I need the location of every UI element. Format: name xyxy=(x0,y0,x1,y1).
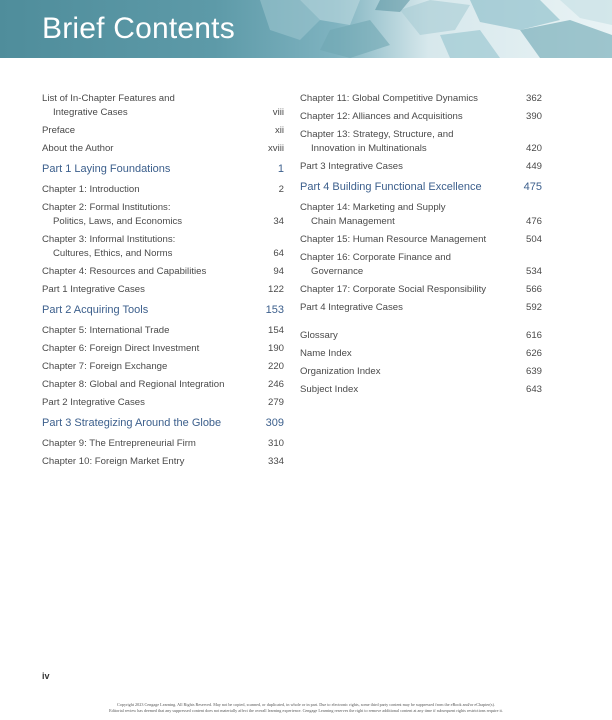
entry-page-number: 475 xyxy=(523,181,542,193)
entry-page-number: 1 xyxy=(277,163,284,175)
part-heading-entry xyxy=(300,180,542,195)
entry-page-number: 153 xyxy=(265,304,284,316)
entry-title: Chapter 1: Introduction xyxy=(42,184,140,195)
entry-page-number: 64 xyxy=(273,248,284,259)
entry-title: Glossary xyxy=(300,330,338,341)
entry-title: Chapter 7: Foreign Exchange xyxy=(42,361,168,372)
toc-entry xyxy=(42,378,284,392)
entry-title: Part 1 Laying Foundations xyxy=(42,163,171,175)
part-heading-entry xyxy=(42,303,284,318)
toc-entry xyxy=(300,201,542,229)
entry-title-continuation: Cultures, Ethics, and Norms xyxy=(53,248,173,259)
entry-title: Chapter 2: Formal Institutions: xyxy=(42,202,171,213)
toc-entry xyxy=(42,142,284,156)
entry-title: Part 4 Integrative Cases xyxy=(300,302,403,313)
entry-title: Chapter 4: Resources and Capabilities xyxy=(42,266,207,277)
toc-entry xyxy=(300,347,542,361)
entry-page-number: 504 xyxy=(525,234,542,245)
entry-title: Chapter 6: Foreign Direct Investment xyxy=(42,343,200,354)
contents-right-column xyxy=(300,92,542,401)
entry-title: Chapter 12: Alliances and Acquisitions xyxy=(300,111,463,122)
toc-entry xyxy=(42,183,284,197)
entry-page-number: xviii xyxy=(268,143,284,154)
entry-page-number: 154 xyxy=(267,325,284,336)
toc-entry xyxy=(42,324,284,338)
entry-title: Chapter 11: Global Competitive Dynamics xyxy=(300,93,478,104)
toc-entry xyxy=(42,342,284,356)
toc-entry xyxy=(42,455,284,469)
toc-entry xyxy=(300,251,542,279)
section-spacer xyxy=(300,319,542,329)
toc-entry xyxy=(42,92,284,120)
entry-page-number: 534 xyxy=(525,266,542,277)
entry-title: Chapter 3: Informal Institutions: xyxy=(42,234,176,245)
entry-page-number: 220 xyxy=(267,361,284,372)
entry-title: List of In-Chapter Features and xyxy=(42,93,175,104)
part-heading-entry xyxy=(42,162,284,177)
entry-title: Part 2 Acquiring Tools xyxy=(42,304,149,316)
entry-page-number: 334 xyxy=(267,456,284,467)
entry-title: Chapter 9: The Entrepreneurial Firm xyxy=(42,438,196,449)
entry-title: Preface xyxy=(42,125,76,136)
entry-title: Chapter 8: Global and Regional Integration xyxy=(42,379,225,390)
entry-title: Part 3 Strategizing Around the Globe xyxy=(42,417,222,429)
entry-page-number: 2 xyxy=(278,184,284,195)
entry-page-number: viii xyxy=(272,107,284,118)
entry-title-continuation: Chain Management xyxy=(311,216,395,227)
entry-page-number: 566 xyxy=(525,284,542,295)
entry-page-number: 190 xyxy=(267,343,284,354)
toc-entry xyxy=(300,365,542,379)
entry-title: Organization Index xyxy=(300,366,381,377)
entry-title: Chapter 16: Corporate Finance and xyxy=(300,252,451,263)
copyright-notice xyxy=(20,702,592,714)
entry-page-number: 639 xyxy=(525,366,542,377)
toc-entry xyxy=(300,233,542,247)
contents-left-column xyxy=(42,92,284,473)
entry-title: Chapter 14: Marketing and Supply xyxy=(300,202,446,213)
entry-title: Chapter 17: Corporate Social Responsibility xyxy=(300,284,487,295)
toc-entry xyxy=(42,124,284,138)
entry-title: Part 3 Integrative Cases xyxy=(300,161,403,172)
entry-title-continuation: Politics, Laws, and Economics xyxy=(53,216,183,227)
entry-page-number: 279 xyxy=(267,397,284,408)
entry-page-number: 420 xyxy=(525,143,542,154)
toc-entry xyxy=(300,283,542,297)
toc-entry xyxy=(300,301,542,315)
entry-page-number: 449 xyxy=(525,161,542,172)
entry-title: Chapter 10: Foreign Market Entry xyxy=(42,456,185,467)
entry-title: Part 1 Integrative Cases xyxy=(42,284,145,295)
toc-entry xyxy=(300,92,542,106)
page-number: iv xyxy=(42,671,50,681)
toc-entry xyxy=(300,329,542,343)
entry-page-number: 476 xyxy=(525,216,542,227)
toc-entry xyxy=(300,160,542,174)
toc-entry xyxy=(300,383,542,397)
entry-page-number: 390 xyxy=(525,111,542,122)
entry-page-number: 34 xyxy=(273,216,284,227)
toc-entry xyxy=(42,265,284,279)
entry-title: Chapter 13: Strategy, Structure, and xyxy=(300,129,454,140)
entry-title: Part 2 Integrative Cases xyxy=(42,397,145,408)
toc-entry xyxy=(300,110,542,124)
copyright-line-2: Editorial review has deemed that any suppressed content does not materially affect the overall learning experience. Cengage Learning reserves the right to remove additional content at any time if subsequent rights restrictions require it. xyxy=(109,708,503,713)
entry-page-number: 626 xyxy=(525,348,542,359)
toc-entry xyxy=(42,233,284,261)
entry-title: About the Author xyxy=(42,143,114,154)
entry-page-number: 94 xyxy=(273,266,284,277)
entry-page-number: 309 xyxy=(265,417,284,429)
entry-title-continuation: Innovation in Multinationals xyxy=(311,143,427,154)
entry-page-number: 362 xyxy=(525,93,542,104)
entry-title-continuation: Integrative Cases xyxy=(53,107,128,118)
entry-page-number: xii xyxy=(274,125,284,136)
entry-title: Chapter 5: International Trade xyxy=(42,325,170,336)
entry-title: Part 4 Building Functional Excellence xyxy=(300,181,482,193)
toc-entry xyxy=(42,360,284,374)
entry-page-number: 592 xyxy=(525,302,542,313)
entry-title: Subject Index xyxy=(300,384,359,395)
toc-entry xyxy=(42,396,284,410)
toc-entry xyxy=(42,283,284,297)
entry-title: Chapter 15: Human Resource Management xyxy=(300,234,487,245)
entry-title: Name Index xyxy=(300,348,352,359)
entry-page-number: 246 xyxy=(267,379,284,390)
part-heading-entry xyxy=(42,416,284,431)
entry-page-number: 616 xyxy=(525,330,542,341)
entry-page-number: 310 xyxy=(267,438,284,449)
toc-entry xyxy=(42,437,284,451)
copyright-line-1: Copyright 2023 Cengage Learning. All Rights Reserved. May not be copied, scanned, or duplicated, in whole or in part. Due to electronic rights, some third party content may be suppressed from the eBook and/or eChapter(s). xyxy=(117,702,495,707)
entry-page-number: 643 xyxy=(525,384,542,395)
toc-entry xyxy=(300,128,542,156)
toc-entry xyxy=(42,201,284,229)
entry-page-number: 122 xyxy=(267,284,284,295)
header-banner xyxy=(0,0,612,58)
entry-title-continuation: Governance xyxy=(311,266,364,277)
page-title: Brief Contents xyxy=(42,12,235,45)
